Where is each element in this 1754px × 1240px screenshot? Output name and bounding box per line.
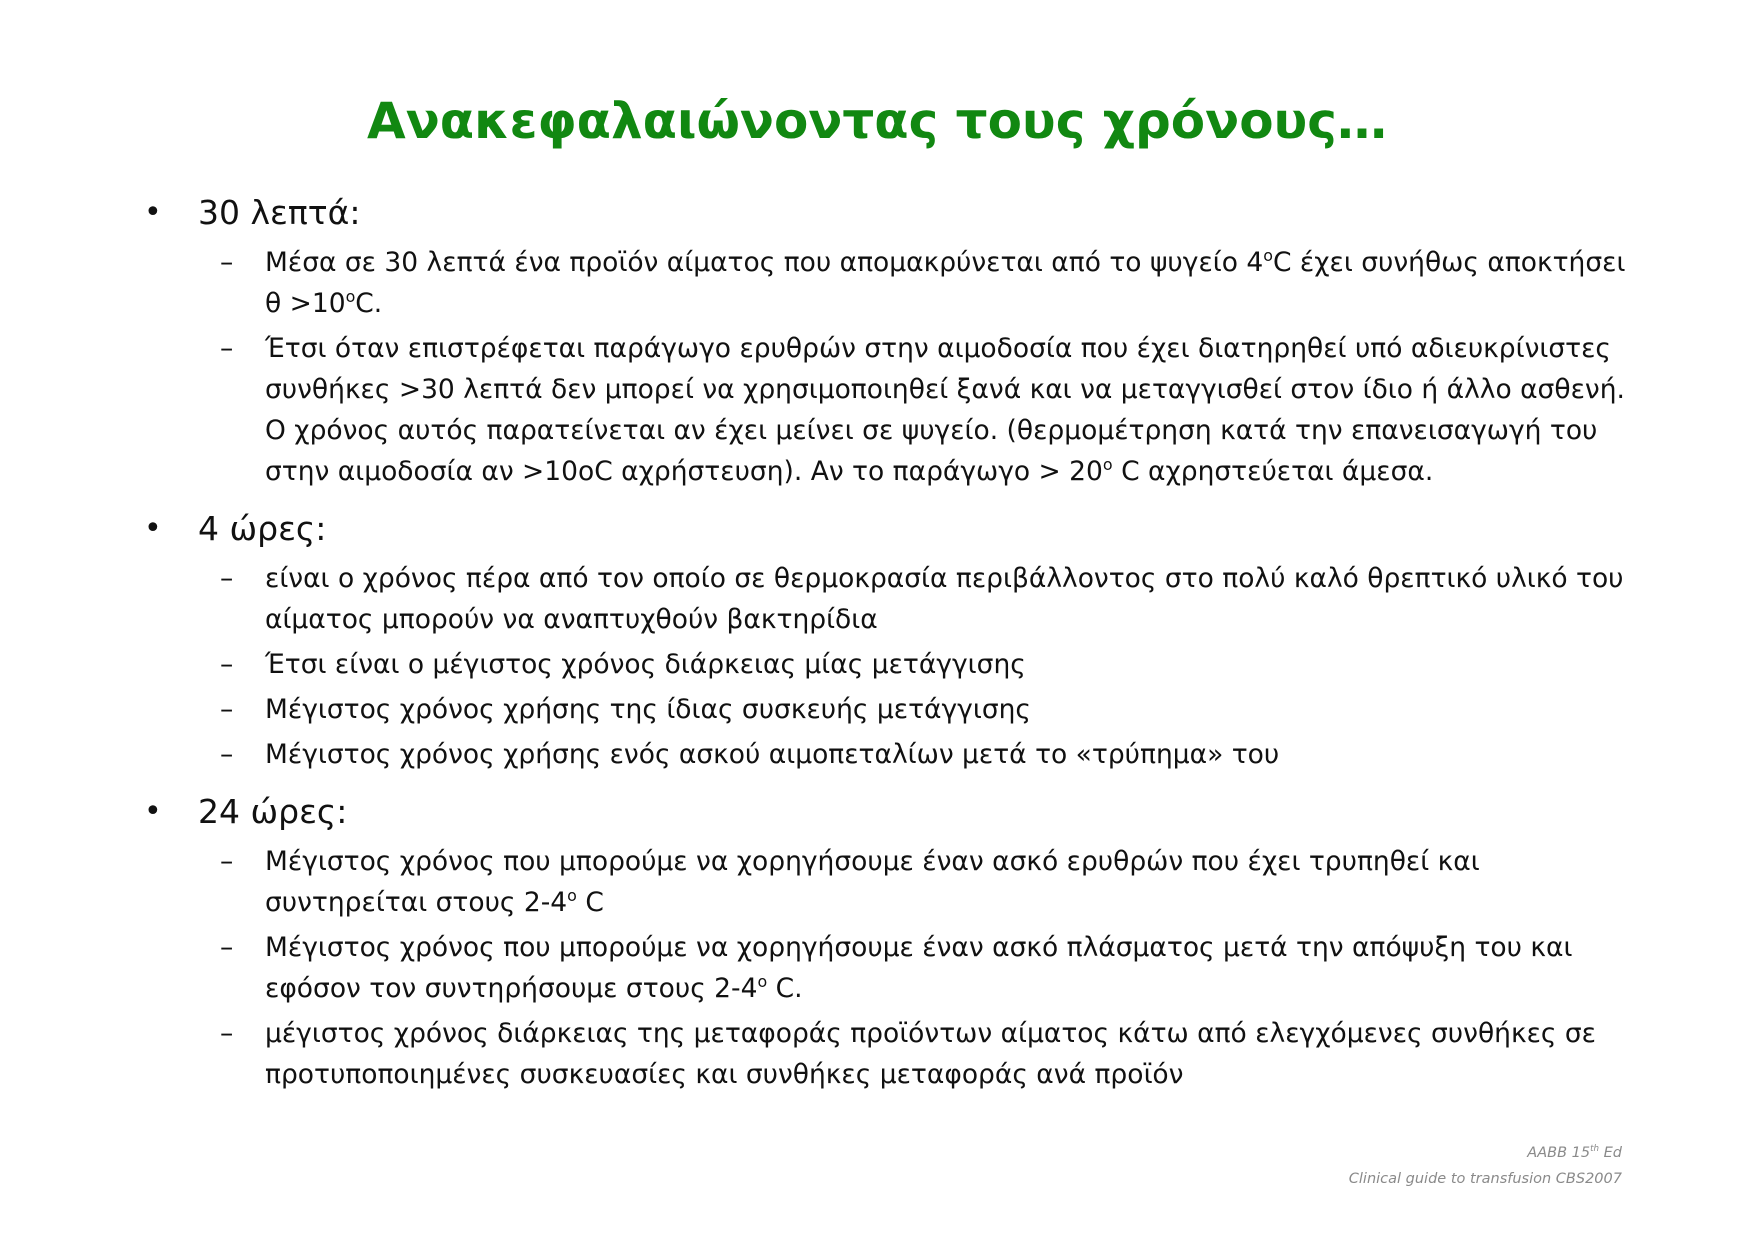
- list-item-text: Έτσι είναι ο μέγιστος χρόνος διάρκειας μίας μετάγγισης: [265, 649, 1026, 680]
- sub-list: [140, 558, 1640, 775]
- source-line-1-prefix: AABB 15: [1527, 1145, 1591, 1161]
- list-item-text: C έχει συνήθως αποκτήσει θ >10: [265, 247, 1626, 319]
- superscript-text: o: [1263, 246, 1273, 266]
- list-item-text: Μέσα σε 30 λεπτά ένα προϊόν αίματος που απομακρύνεται από το ψυγείο 4: [265, 247, 1264, 278]
- list-item-text: Μέγιστος χρόνος που μπορούμε να χορηγήσουμε έναν ασκό πλάσματος μετά την απόψυξη του και εφόσον τον συντηρήσουμε στους 2-4: [265, 932, 1573, 1004]
- superscript-text: o: [345, 287, 356, 307]
- superscript-text: o: [757, 972, 768, 992]
- list-item-text: C αχρηστεύεται άμεσα.: [1112, 456, 1434, 487]
- source-citation: [1349, 1140, 1622, 1192]
- slide-content: [140, 190, 1640, 1109]
- list-item: [140, 242, 1640, 324]
- list-item-text: είναι ο χρόνος πέρα από τον οποίο σε θερμοκρασία περιβάλλοντος στο πολύ καλό θρεπτικό υλικό του αίματος μπορούν να αναπτυχθούν βακτηρίδια: [265, 563, 1624, 635]
- dash-icon: –: [220, 739, 234, 770]
- list-item: [140, 734, 1640, 775]
- dash-icon: –: [220, 333, 234, 364]
- dash-icon: –: [220, 932, 234, 963]
- section-heading: [140, 190, 1640, 236]
- dash-icon: –: [220, 649, 234, 680]
- list-item: [140, 689, 1640, 730]
- section-heading-text: 30 λεπτά:: [198, 193, 361, 232]
- dash-icon: –: [220, 563, 234, 594]
- list-item: [140, 328, 1640, 492]
- bullet-icon: •: [144, 195, 162, 230]
- section-heading: [140, 506, 1640, 552]
- list-item-text: Έτσι όταν επιστρέφεται παράγωγο ερυθρών στην αιμοδοσία που έχει διατηρηθεί υπό αδιευκρίνιστες συνθήκες >30 λεπτά δεν μπορεί να χρησιμοποιηθεί ξανά και να μεταγγισθεί στον ίδιο ή άλλο ασθενή. Ο χρόνος αυτός παρατείνεται αν έχει μείνει σε ψυγείο. (θερμομέτρηση κατά την επανεισαγωγή του στην αιμοδοσία αν >10oC αχρήστευση). Αν το παράγωγο > 20: [265, 333, 1625, 487]
- section-heading-text: 4 ώρες:: [198, 509, 327, 548]
- dash-icon: –: [220, 247, 234, 278]
- list-item: [140, 558, 1640, 640]
- dash-icon: –: [220, 1018, 234, 1049]
- bullet-icon: •: [144, 794, 162, 829]
- bullet-icon: •: [144, 511, 162, 546]
- slide-title: Ανακεφαλαιώνοντας τους χρόνους…: [367, 92, 1387, 150]
- source-line-1: [1349, 1140, 1622, 1166]
- sub-list: [140, 242, 1640, 492]
- list-item-text: C.: [767, 973, 803, 1004]
- list-item: [140, 1013, 1640, 1095]
- source-line-1-sup: th: [1590, 1144, 1600, 1155]
- list-item-text: Μέγιστος χρόνος που μπορούμε να χορηγήσουμε έναν ασκό ερυθρών που έχει τρυπηθεί και συντηρείται στους 2-4: [265, 846, 1480, 918]
- source-line-1-suffix: Ed: [1599, 1145, 1622, 1161]
- section: [140, 789, 1640, 1095]
- section-heading-text: 24 ώρες:: [198, 792, 348, 831]
- sub-list: [140, 841, 1640, 1095]
- list-item-text: C.: [355, 288, 383, 319]
- list-item-text: C: [576, 887, 604, 918]
- superscript-text: o: [567, 886, 577, 906]
- section: [140, 190, 1640, 492]
- source-line-2: Clinical guide to transfusion CBS2007: [1348, 1171, 1622, 1187]
- dash-icon: –: [220, 694, 234, 725]
- list-item-text: μέγιστος χρόνος διάρκειας της μεταφοράς προϊόντων αίματος κάτω από ελεγχόμενες συνθήκες σε προτυποποιημένες συσκευασίες και συνθήκες μεταφοράς ανά προϊόν: [265, 1018, 1596, 1090]
- superscript-text: o: [1102, 455, 1113, 475]
- list-item: [140, 927, 1640, 1009]
- section-heading: [140, 789, 1640, 835]
- section: [140, 506, 1640, 775]
- list-item: [140, 841, 1640, 923]
- dash-icon: –: [220, 846, 234, 877]
- list-item: [140, 644, 1640, 685]
- list-item-text: Μέγιστος χρόνος χρήσης της ίδιας συσκευής μετάγγισης: [265, 694, 1031, 725]
- list-item-text: Μέγιστος χρόνος χρήσης ενός ασκού αιμοπεταλίων μετά το «τρύπημα» του: [265, 739, 1280, 770]
